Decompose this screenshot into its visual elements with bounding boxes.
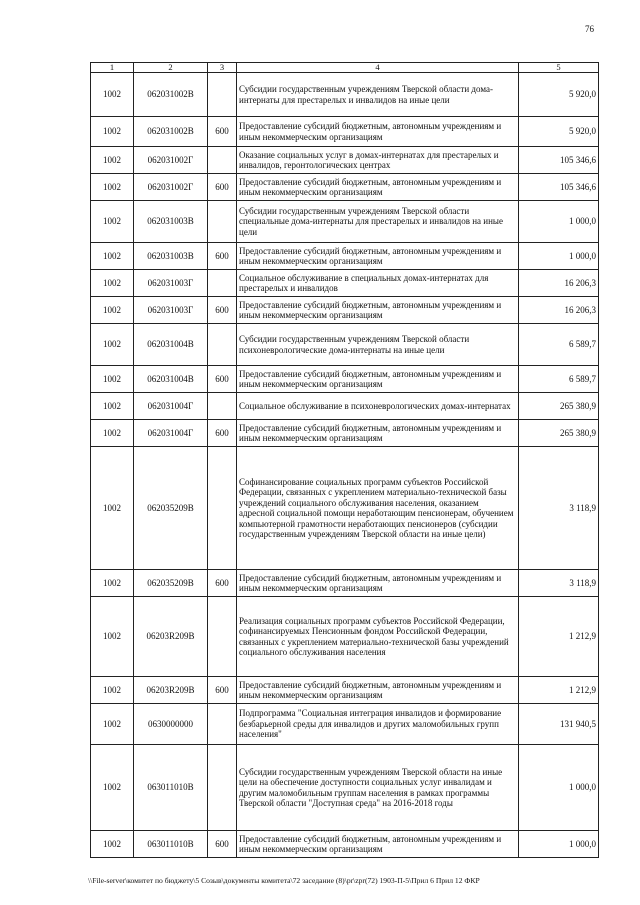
code-cell: 062031003В bbox=[134, 201, 208, 243]
section-cell: 1002 bbox=[91, 243, 134, 270]
code-cell: 062031003Г bbox=[134, 297, 208, 324]
table-row bbox=[91, 677, 599, 704]
code-cell: 062035209В bbox=[134, 447, 208, 570]
type-cell bbox=[208, 201, 237, 243]
type-cell: 600 bbox=[208, 420, 237, 447]
amount-cell: 5 920,0 bbox=[519, 73, 599, 117]
code-cell: 063011010В bbox=[134, 745, 208, 831]
page-number: 76 bbox=[585, 24, 594, 34]
description-cell: Субсидии государственным учреждениям Тверской области специальные дома-интернаты для престарелых и инвалидов на иные цели bbox=[237, 201, 519, 243]
table-row bbox=[91, 745, 599, 831]
section-cell: 1002 bbox=[91, 174, 134, 201]
table-row bbox=[91, 366, 599, 393]
amount-cell: 105 346,6 bbox=[519, 147, 599, 174]
type-cell: 600 bbox=[208, 174, 237, 201]
section-cell: 1002 bbox=[91, 270, 134, 297]
code-cell: 062031004В bbox=[134, 366, 208, 393]
section-cell: 1002 bbox=[91, 147, 134, 174]
type-cell bbox=[208, 270, 237, 297]
amount-cell: 6 589,7 bbox=[519, 366, 599, 393]
description-cell: Подпрограмма "Социальная интеграция инвалидов и формирование безбарьерной среды для инвалидов и других маломобильных групп населения" bbox=[237, 704, 519, 745]
code-cell: 062031002Г bbox=[134, 174, 208, 201]
header-col-3: 3 bbox=[208, 63, 237, 73]
table-row bbox=[91, 597, 599, 677]
code-cell: 062031002В bbox=[134, 117, 208, 147]
type-cell bbox=[208, 73, 237, 117]
section-cell: 1002 bbox=[91, 831, 134, 858]
code-cell: 062031003Г bbox=[134, 270, 208, 297]
section-cell: 1002 bbox=[91, 201, 134, 243]
section-cell: 1002 bbox=[91, 597, 134, 677]
type-cell: 600 bbox=[208, 366, 237, 393]
table-row bbox=[91, 831, 599, 858]
table-row bbox=[91, 324, 599, 366]
type-cell bbox=[208, 393, 237, 420]
code-cell: 062031004Г bbox=[134, 420, 208, 447]
description-cell: Субсидии государственным учреждениям Тверской области психоневрологические дома-интернаты на иные цели bbox=[237, 324, 519, 366]
table-row bbox=[91, 147, 599, 174]
description-cell: Предоставление субсидий бюджетным, автономным учреждениям и иным некоммерческим организациям bbox=[237, 297, 519, 324]
code-cell: 062035209В bbox=[134, 570, 208, 597]
amount-cell: 16 206,3 bbox=[519, 297, 599, 324]
amount-cell: 3 118,9 bbox=[519, 447, 599, 570]
table-row bbox=[91, 270, 599, 297]
table-row bbox=[91, 243, 599, 270]
code-cell: 06203R209В bbox=[134, 677, 208, 704]
code-cell: 062031004Г bbox=[134, 393, 208, 420]
amount-cell: 1 000,0 bbox=[519, 831, 599, 858]
amount-cell: 1 212,9 bbox=[519, 597, 599, 677]
description-cell: Предоставление субсидий бюджетным, автономным учреждениям и иным некоммерческим организациям bbox=[237, 243, 519, 270]
description-cell: Социальное обслуживание в психоневрологических домах-интернатах bbox=[237, 393, 519, 420]
section-cell: 1002 bbox=[91, 324, 134, 366]
description-cell: Предоставление субсидий бюджетным, автономным учреждениям и иным некоммерческим организациям bbox=[237, 366, 519, 393]
section-cell: 1002 bbox=[91, 745, 134, 831]
section-cell: 1002 bbox=[91, 447, 134, 570]
type-cell: 600 bbox=[208, 677, 237, 704]
table-header-row bbox=[91, 63, 599, 73]
header-col-4: 4 bbox=[237, 63, 519, 73]
section-cell: 1002 bbox=[91, 570, 134, 597]
type-cell: 600 bbox=[208, 570, 237, 597]
section-cell: 1002 bbox=[91, 117, 134, 147]
amount-cell: 1 000,0 bbox=[519, 243, 599, 270]
description-cell: Предоставление субсидий бюджетным, автономным учреждениям и иным некоммерческим организациям bbox=[237, 677, 519, 704]
section-cell: 1002 bbox=[91, 73, 134, 117]
amount-cell: 1 000,0 bbox=[519, 201, 599, 243]
code-cell: 062031004В bbox=[134, 324, 208, 366]
amount-cell: 3 118,9 bbox=[519, 570, 599, 597]
description-cell: Субсидии государственным учреждениям Тверской области на иные цели на обеспечение доступности социальных услуг инвалидам и другим маломобильным группам населения в рамках программы Тверской области "Доступная среда" на 2016-2018 годы bbox=[237, 745, 519, 831]
header-col-2: 2 bbox=[134, 63, 208, 73]
section-cell: 1002 bbox=[91, 297, 134, 324]
description-cell: Предоставление субсидий бюджетным, автономным учреждениям и иным некоммерческим организациям bbox=[237, 117, 519, 147]
type-cell bbox=[208, 704, 237, 745]
table-row bbox=[91, 117, 599, 147]
code-cell: 062031003В bbox=[134, 243, 208, 270]
table-row bbox=[91, 420, 599, 447]
table-row bbox=[91, 297, 599, 324]
table-row bbox=[91, 393, 599, 420]
description-cell: Оказание социальных услуг в домах-интернатах для престарелых и инвалидов, геронтологических центрах bbox=[237, 147, 519, 174]
section-cell: 1002 bbox=[91, 677, 134, 704]
description-cell: Предоставление субсидий бюджетным, автономным учреждениям и иным некоммерческим организациям bbox=[237, 174, 519, 201]
type-cell bbox=[208, 324, 237, 366]
type-cell: 600 bbox=[208, 117, 237, 147]
type-cell: 600 bbox=[208, 831, 237, 858]
section-cell: 1002 bbox=[91, 366, 134, 393]
amount-cell: 1 212,9 bbox=[519, 677, 599, 704]
amount-cell: 6 589,7 bbox=[519, 324, 599, 366]
section-cell: 1002 bbox=[91, 420, 134, 447]
description-cell: Софинансирование социальных программ субъектов Российской Федерации, связанных с укреплением материально-технической базы учреждений социального обслуживания населения, оказанием адресной социальной помощи неработающим пенсионерам, обучением компьютерной грамотности неработающих пенсионеров (субсидии государственным учреждениям Тверской области на иные цели) bbox=[237, 447, 519, 570]
code-cell: 062031002В bbox=[134, 73, 208, 117]
code-cell: 062031002Г bbox=[134, 147, 208, 174]
budget-table bbox=[90, 62, 599, 858]
section-cell: 1002 bbox=[91, 704, 134, 745]
description-cell: Предоставление субсидий бюджетным, автономным учреждениям и иным некоммерческим организациям bbox=[237, 420, 519, 447]
table-row bbox=[91, 447, 599, 570]
type-cell bbox=[208, 147, 237, 174]
amount-cell: 1 000,0 bbox=[519, 745, 599, 831]
table-row bbox=[91, 73, 599, 117]
amount-cell: 265 380,9 bbox=[519, 393, 599, 420]
table-row bbox=[91, 704, 599, 745]
amount-cell: 5 920,0 bbox=[519, 117, 599, 147]
description-cell: Предоставление субсидий бюджетным, автономным учреждениям и иным некоммерческим организациям bbox=[237, 570, 519, 597]
header-col-5: 5 bbox=[519, 63, 599, 73]
type-cell bbox=[208, 447, 237, 570]
amount-cell: 16 206,3 bbox=[519, 270, 599, 297]
code-cell: 063011010В bbox=[134, 831, 208, 858]
header-col-1: 1 bbox=[91, 63, 134, 73]
amount-cell: 131 940,5 bbox=[519, 704, 599, 745]
table-row bbox=[91, 570, 599, 597]
amount-cell: 105 346,6 bbox=[519, 174, 599, 201]
amount-cell: 265 380,9 bbox=[519, 420, 599, 447]
description-cell: Субсидии государственным учреждениям Тверской области дома-интернаты для престарелых и инвалидов на иные цели bbox=[237, 73, 519, 117]
type-cell: 600 bbox=[208, 297, 237, 324]
code-cell: 06203R209В bbox=[134, 597, 208, 677]
type-cell bbox=[208, 597, 237, 677]
section-cell: 1002 bbox=[91, 393, 134, 420]
description-cell: Реализация социальных программ субъектов Российской Федерации, софинансируемых Пенсионным фондом Российской Федерации, связанных с укреплением материально-технической базы учреждений социального обслуживания населения bbox=[237, 597, 519, 677]
table-row bbox=[91, 201, 599, 243]
description-cell: Социальное обслуживание в специальных домах-интернатах для престарелых и инвалидов bbox=[237, 270, 519, 297]
code-cell: 0630000000 bbox=[134, 704, 208, 745]
table-row bbox=[91, 174, 599, 201]
file-path-footer: \\File-server\комитет по бюджету\5 Созыв\документы комитета\72 заседание (8)\pr\zpr(72) 1903-П-5\Прил 6 Прил 12 ФКР bbox=[88, 876, 480, 885]
type-cell bbox=[208, 745, 237, 831]
description-cell: Предоставление субсидий бюджетным, автономным учреждениям и иным некоммерческим организациям bbox=[237, 831, 519, 858]
type-cell: 600 bbox=[208, 243, 237, 270]
